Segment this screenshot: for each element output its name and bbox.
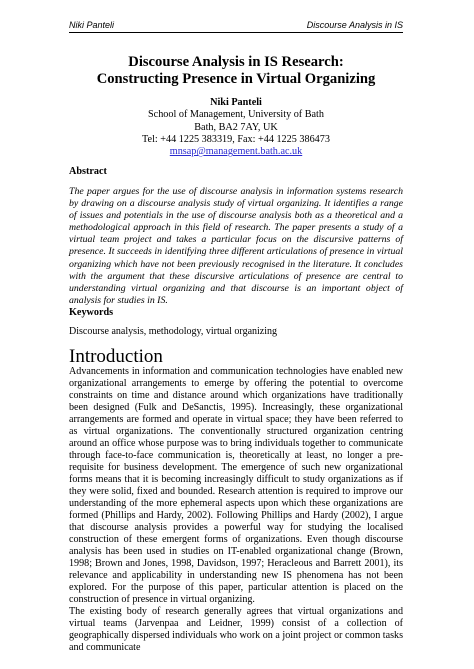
author-email-link[interactable]: mnsap@management.bath.ac.uk (169, 146, 303, 158)
keywords-text: Discourse analysis, methodology, virtual organizing (69, 326, 278, 337)
title-line-1: Discourse Analysis in IS Research: (128, 54, 344, 70)
author-block (69, 97, 403, 158)
author-phone: Tel: +44 1225 383319, Fax: +44 1225 386473 (142, 133, 330, 145)
author-affiliation: School of Management, University of Bath (148, 109, 324, 121)
header-short-title: Discourse Analysis in IS (306, 20, 403, 30)
author-name: Niki Panteli (210, 97, 262, 108)
introduction-paragraph: The existing body of research generally agrees that virtual organizations and virtual teams (Jarvenpaa and Leidner, 1999) consist of a collection of geographically dispersed individuals who work on a joint project or common tasks and communicate (69, 606, 403, 654)
title-line-2: Constructing Presence in Virtual Organizing (96, 71, 376, 87)
introduction-heading: Introduction (69, 346, 163, 367)
paper-title (69, 54, 403, 88)
abstract-heading: Abstract (69, 166, 107, 177)
author-address: Bath, BA2 7AY, UK (194, 121, 278, 133)
introduction-body (69, 366, 403, 654)
header-author: Niki Panteli (69, 20, 115, 30)
abstract-text: The paper argues for the use of discourse analysis in information systems research by drawing on a discourse analysis study of virtual organizing. It identifies a range of issues and potentials in the use of discourse analysis both as a theoretical and a methodological approach in this field of research. The paper presents a study of a virtual team project and takes a particular focus on the discursive patterns of presence. It succeeds in identifying three different articulations of presence in virtual organizing which have not been previously recognised in the literature. It concludes with the argument that these discursive articulations of presence are central to understanding virtual organizing and that discourse is an important object of analysis for studies in IS. (69, 186, 403, 306)
running-header (69, 20, 403, 33)
keywords-heading: Keywords (69, 307, 114, 318)
introduction-paragraph: Advancements in information and communication technologies have enabled new organizational arrangements to emerge by offering the potential to overcome constraints on time and distance around which organizations have traditionally been designed (Fulk and DeSanctis, 1995). Increasingly, these organizational arrangements are formed and operate in virtual space; they have been referred to as virtual organizations. The conventionally structured organization centring around an office whose purpose was to bring individuals together to communicate through face-to-face communication is, theoretically at least, no longer a pre-requisite for business development. The emergence of such new organizational forms means that it is becoming increasingly difficult to study organizations as if they were solid, fixed and bounded. Research attention is required to improve our understanding of the more ephemeral aspects upon which these organizations are formed (Phillips and Hardy, 2002). Following Phillips and Hardy (2002), I argue that discourse analysis provides a powerful way for studying the localised construction of these emergent forms of organizations. Even though discourse analysis has been used in studies on IT-enabled organizational change (Brown, 1998; Brown and Jones, 1998, Davidson, 1997; Heracleous and Barrett 2001), its relevance and applicability in understanding new IS phenomena has not been explored. For the purpose of this paper, particular attention is placed on the construction of presence in virtual organizing. (69, 366, 403, 606)
